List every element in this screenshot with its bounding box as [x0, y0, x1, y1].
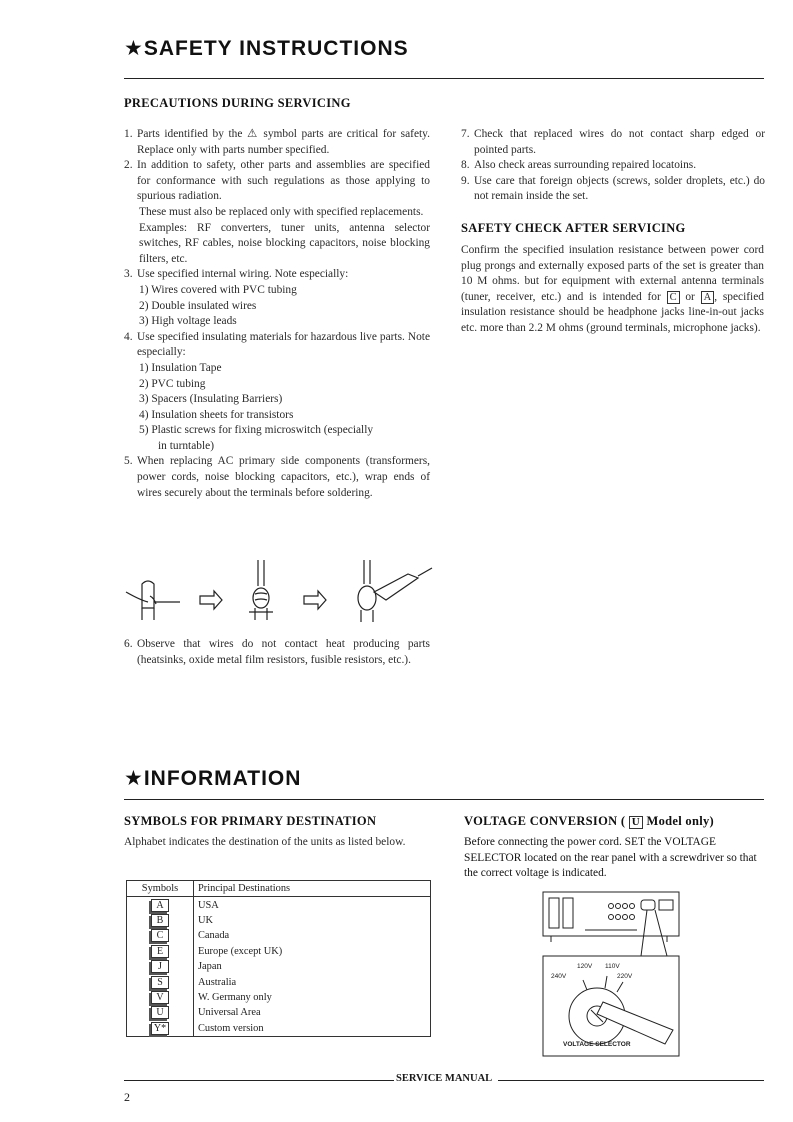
- dial-label-120v: 120V: [577, 963, 593, 970]
- destination-cell: Custom version: [198, 1022, 264, 1034]
- symbol-box: V: [151, 991, 169, 1004]
- voltage-text: Before connecting the power cord. SET the VOLTAGE SELECTOR located on the rear panel with a screwdriver so that the correct voltage is indicated.: [464, 836, 757, 880]
- soldered-joint-icon: [358, 586, 376, 610]
- list-item: [124, 637, 430, 668]
- item-text: Parts identified by the ⚠ symbol parts are critical for safety. Replace only with parts number specified.: [137, 128, 430, 156]
- arrow-right-icon: [200, 591, 222, 609]
- table-row: [127, 990, 430, 1005]
- item-number: 6.: [124, 638, 133, 650]
- item-number: 2.: [124, 159, 133, 172]
- precautions-heading: PRECAUTIONS DURING SERVICING: [124, 96, 351, 110]
- list-item: [124, 127, 430, 158]
- symbol-box: J: [151, 960, 169, 973]
- item-text: In addition to safety, other parts and assemblies are specified for conformance with such regulations as those applying to spurious radiation.: [137, 159, 430, 203]
- table-row: [127, 1021, 430, 1036]
- symbol-box: E: [151, 945, 169, 958]
- voltage-heading-start: VOLTAGE CONVERSION (: [464, 814, 626, 828]
- precautions-list-right: [461, 127, 765, 205]
- sub-item: 2) Double insulated wires: [139, 299, 257, 312]
- safety-title: ★SAFETY INSTRUCTIONS: [124, 37, 409, 60]
- symbol-c-box: C: [667, 291, 680, 304]
- item-text: Use specified internal wiring. Note especially:: [137, 268, 349, 281]
- destination-cell: Universal Area: [198, 1007, 261, 1019]
- table-header-destinations: Principal Destinations: [194, 881, 431, 897]
- item-number: 8.: [461, 159, 470, 172]
- item-text: Use care that foreign objects (screws, solder droplets, etc.) do not remain inside the set.: [474, 174, 765, 203]
- safety-check-text: [461, 243, 764, 337]
- item-number: 9.: [461, 174, 470, 187]
- safety-title-rule: [124, 78, 764, 79]
- sub-item: 5) Plastic screws for fixing microswitch (especially: [139, 424, 374, 437]
- symbol-box: B: [151, 914, 169, 927]
- destination-cell: Japan: [198, 961, 222, 973]
- sub-item: 3) Spacers (Insulating Barriers): [139, 393, 283, 406]
- table-row: [127, 913, 430, 928]
- sub-item: 1) Insulation Tape: [139, 361, 222, 374]
- sub-item-continued: in turntable): [158, 439, 214, 452]
- dial-label-240v: 240V: [551, 973, 567, 980]
- item2-extra2: Examples: RF converters, tuner units, antenna selector switches, RF cables, noise blocking capacitors, noise blocking filters, etc.: [139, 221, 430, 265]
- soldering-iron-icon: [374, 574, 418, 600]
- item2-extra1: These must also be replaced only with specified replacements.: [139, 205, 424, 218]
- precautions-list-left: [124, 127, 430, 501]
- list-item: [124, 454, 430, 501]
- sub-item: 3) High voltage leads: [139, 315, 237, 328]
- or-text: or: [685, 290, 695, 303]
- list-item: [461, 174, 765, 205]
- safety-check-text-1: Confirm the specified insulation resistance between power cord plug prongs and externally exposed parts of the set is greater than 10 M ohms. but for equipment with external antenna terminals (tuner, receiver, etc.) and is intended for: [461, 244, 764, 303]
- item-number: 1.: [124, 128, 133, 140]
- item-text: Use specified insulating materials for hazardous live parts. Note especially:: [137, 330, 430, 359]
- wire-wrap-illustration: [118, 556, 438, 636]
- symbol-box: Y*: [151, 1022, 169, 1035]
- item-text: Also check areas surrounding repaired locatoins.: [474, 159, 697, 172]
- sub-item: 2) PVC tubing: [139, 377, 206, 390]
- table-row: [127, 928, 430, 943]
- information-title: ★INFORMATION: [124, 767, 302, 790]
- terminal-lug-icon: [142, 581, 154, 608]
- item-number: 4.: [124, 330, 133, 343]
- sub-item: 4) Insulation sheets for transistors: [139, 408, 294, 421]
- table-row: [127, 897, 430, 913]
- screwdriver-icon: [597, 1002, 673, 1044]
- destination-cell: Europe (except UK): [198, 945, 283, 957]
- information-title-rule: [124, 799, 764, 800]
- list-item: [124, 158, 430, 205]
- safety-check-text-2: , specified insulation resistance should be headphone jacks line-in-out jacks etc. more than 2.2 M ohms (ground terminals, microphone jacks).: [461, 290, 764, 334]
- symbols-intro: Alphabet indicates the destination of the units as listed below.: [124, 836, 406, 848]
- symbols-heading: SYMBOLS FOR PRIMARY DESTINATION: [124, 814, 377, 828]
- list-item: [124, 330, 430, 361]
- footer-rule-left: [124, 1080, 394, 1081]
- symbol-u-box: U: [629, 816, 643, 829]
- sub-item: 1) Wires covered with PVC tubing: [139, 283, 297, 296]
- item-number: 7.: [461, 128, 470, 140]
- symbol-box: A: [151, 899, 169, 912]
- destination-cell: Australia: [198, 976, 237, 988]
- symbol-a-box: A: [701, 291, 715, 304]
- destination-cell: W. Germany only: [198, 991, 272, 1003]
- table-header-row: [127, 881, 430, 897]
- dial-label-110v: 110V: [605, 963, 620, 970]
- symbol-box: C: [151, 929, 169, 942]
- voltage-selector-illustration: [537, 890, 685, 1058]
- page-number: 2: [124, 1090, 130, 1104]
- list-item: [461, 127, 765, 158]
- voltage-heading-end: Model only): [646, 814, 715, 828]
- symbol-box: S: [151, 976, 169, 989]
- destination-cell: USA: [198, 899, 219, 911]
- item-text: Check that replaced wires do not contact sharp edged or pointed parts.: [474, 128, 765, 156]
- symbol-box: U: [151, 1006, 169, 1019]
- destination-table: [126, 880, 431, 1037]
- destination-cell: UK: [198, 914, 214, 926]
- table-header-symbols: Symbols: [127, 881, 194, 897]
- voltage-heading: [464, 814, 714, 829]
- arrow-right-icon: [304, 591, 326, 609]
- list-item: [124, 267, 430, 283]
- item-text: Observe that wires do not contact heat producing parts (heatsinks, oxide metal film resistors, fusible resistors, etc.).: [137, 638, 430, 666]
- footer-rule-right: [498, 1080, 764, 1081]
- dial-label-220v: 220V: [617, 973, 633, 980]
- destination-table-grid: [127, 881, 430, 1036]
- item-number: 5.: [124, 455, 133, 468]
- item-number: 3.: [124, 268, 133, 281]
- item-text: When replacing AC primary side components (transformers, power cords, noise blocking capacitors, etc.), wrap ends of wires securely about the terminals before soldering.: [137, 455, 430, 499]
- list-item: [461, 158, 765, 174]
- safety-check-heading: SAFETY CHECK AFTER SERVICING: [461, 221, 686, 235]
- destination-cell: Canada: [198, 930, 230, 942]
- wrapped-wire-icon: [253, 588, 269, 608]
- table-row: [127, 944, 430, 959]
- wire-line: [126, 592, 148, 602]
- table-row: [127, 959, 430, 974]
- footer-label: SERVICE MANUAL: [396, 1073, 493, 1084]
- precaution-item-6: [124, 637, 430, 668]
- voltage-selector-label: VOLTAGE SELECTOR: [563, 1041, 631, 1048]
- table-row: [127, 1005, 430, 1020]
- table-row: [127, 974, 430, 989]
